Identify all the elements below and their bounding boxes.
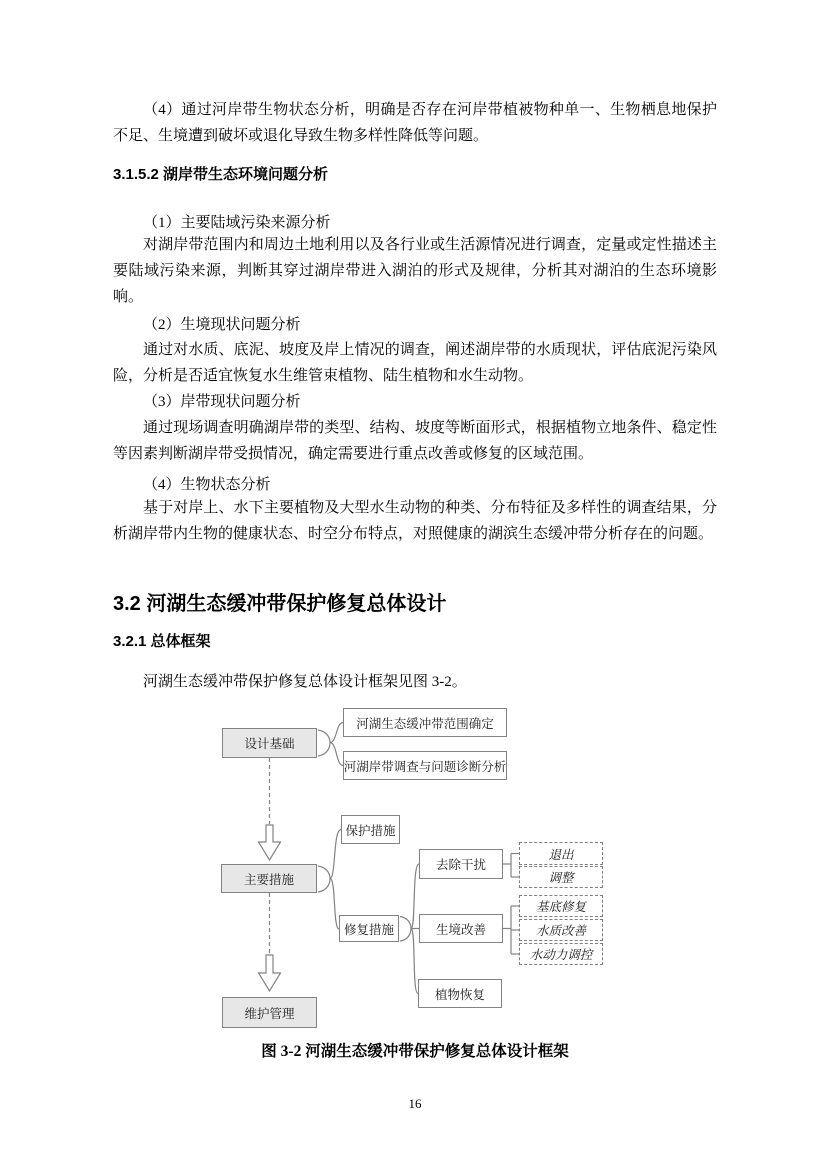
figure-intro-paragraph: 河湖生态缓冲带保护修复总体设计框架见图 3-2。 [143, 674, 467, 690]
flow-node-adjust: 调整 [519, 866, 603, 888]
hollow-down-arrow-icon [259, 825, 281, 991]
section-heading-3-2-1: 3.2.1 总体框架 [113, 633, 211, 650]
list-item-4-paragraph: 基于对岸上、水下主要植物及大型水生动物的种类、分布特征及多样性的调查结果，分析湖岸带内生物的健康状态、时空分布特点，对照健康的湖滨生态缓冲带分析存在的问题。 [113, 500, 717, 542]
flow-node-design-basis: 设计基础 [222, 728, 317, 758]
flow-node-habitat-improvement: 生境改善 [419, 914, 503, 943]
list-item-3-title: （3）岸带现状问题分析 [143, 394, 301, 410]
section-heading-3-2: 3.2 河湖生态缓冲带保护修复总体设计 [113, 593, 447, 615]
flow-node-protection-measures: 保护措施 [341, 815, 400, 844]
flow-node-survey-diagnosis: 河湖岸带调查与问题诊断分析 [343, 751, 507, 780]
flow-node-withdraw: 退出 [519, 842, 603, 865]
list-item-1-paragraph: 对湖岸带范围内和周边土地利用以及各行业或生活源情况进行调查，定量或定性描述主要陆域污染来源，判断其穿过湖岸带进入湖泊的形式及规律，分析其对湖泊的生态环境影响。 [113, 237, 717, 305]
flow-node-water-quality-improvement: 水质改善 [519, 919, 603, 941]
list-item-2-paragraph: 通过对水质、底泥、坡度及岸上情况的调查，阐述湖岸带的水质现状，评估底泥污染风险，分析是否适宜恢复水生维管束植物、陆生植物和水生动物。 [113, 342, 717, 384]
list-item-2-title: （2）生境现状问题分析 [143, 317, 301, 333]
list-item-1-title: （1）主要陆域污染来源分析 [143, 215, 331, 231]
flow-node-buffer-scope: 河湖生态缓冲带范围确定 [343, 708, 507, 737]
flow-node-substrate-repair: 基底修复 [519, 895, 603, 917]
list-item-3-paragraph: 通过现场调查明确湖岸带的类型、结构、坡度等断面形式，根据植物立地条件、稳定性等因素判断湖岸带受损情况，确定需要进行重点改善或修复的区域范围。 [113, 420, 717, 462]
figure-caption: 图 3-2 河湖生态缓冲带保护修复总体设计框架 [261, 1043, 569, 1060]
flow-node-restoration-measures: 修复措施 [339, 915, 399, 942]
paragraph-4-continuation: （4）通过河岸带生物状态分析，明确是否存在河岸带植被物种单一、生物栖息地保护不足、生境遭到破坏或退化导致生物多样性降低等问题。 [113, 102, 717, 144]
list-item-4-title: （4）生物状态分析 [143, 477, 271, 493]
flow-node-main-measures: 主要措施 [221, 864, 317, 893]
flow-node-maintenance-management: 维护管理 [222, 997, 317, 1028]
page-number: 16 [408, 1096, 422, 1111]
flow-node-plant-restoration: 植物恢复 [418, 979, 502, 1008]
flow-node-hydrodynamic-regulation: 水动力调控 [519, 943, 603, 965]
section-heading-3-1-5-2: 3.1.5.2 湖岸带生态环境问题分析 [113, 166, 329, 183]
flow-node-remove-disturbance: 去除干扰 [419, 849, 503, 879]
